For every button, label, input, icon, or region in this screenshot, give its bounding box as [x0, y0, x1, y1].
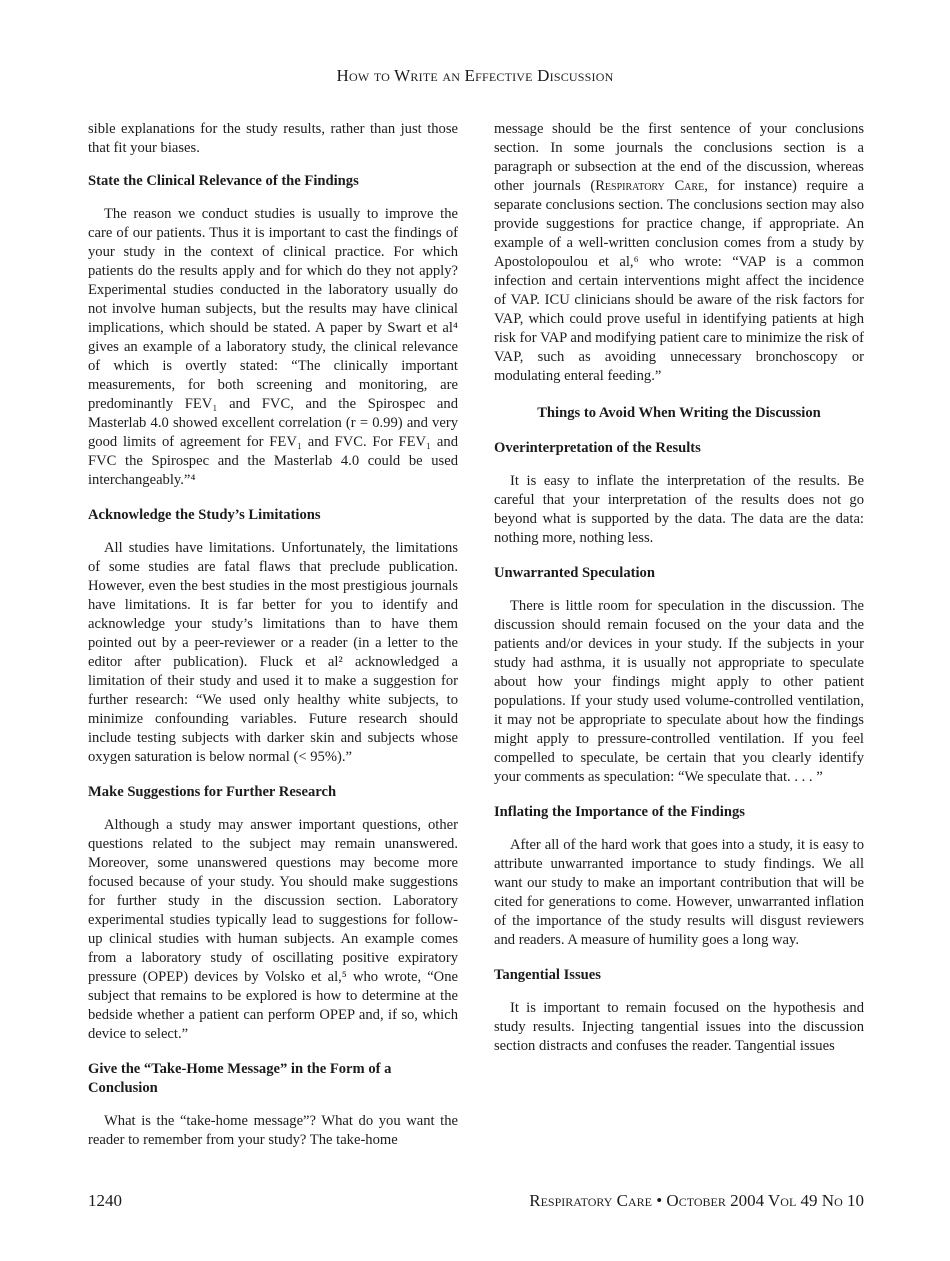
paragraph-inflating-importance: After all of the hard work that goes into a study, it is easy to attribute unwarranted importance to study findings. We all want our study to make an important contribution that will be cited for generations to come. However, unwarranted inflation of the importance of the study results will disgust reviewers and readers. A measure of humility goes a long way.	[494, 837, 864, 948]
heading-take-home: Give the “Take-Home Message” in the Form of a Conclusion	[88, 1061, 392, 1096]
page-number: 1240	[88, 1191, 122, 1210]
heading-speculation: Unwarranted Speculation	[494, 565, 655, 581]
heading-things-to-avoid: Things to Avoid When Writing the Discussion	[537, 405, 821, 421]
heading-limitations: Acknowledge the Study’s Limitations	[88, 507, 321, 523]
heading-clinical-relevance: State the Clinical Relevance of the Findings	[88, 173, 359, 189]
running-head: How to Write an Effective Discussion	[336, 66, 614, 85]
heading-further-research: Make Suggestions for Further Research	[88, 784, 337, 800]
paragraph-tangential-issues: It is important to remain focused on the hypothesis and study results. Injecting tangential issues into the discussion section distracts and confuses the reader. Tangential issues	[494, 1000, 864, 1054]
paragraph-further-research: Although a study may answer important questions, other questions related to the subject may remain unanswered. Moreover, some unanswered questions may become more focused because of your study. You should make suggestions for further study in the discussion section. Laboratory experimental studies typically lead to suggestions for follow-up clinical studies with human subjects. An example comes from a laboratory study of oscillating positive expiratory pressure (OPEP) devices by Volsko et al,⁵ who wrote, “One subject that remains to be explored is how to determine at the bedside whether a patient can perform OPEP and, if so, which device to select.”	[88, 817, 458, 1042]
conclusions-text-part1: message should be the first sentence of your conclusions section. In some journals the conclusions section is a paragraph or subsection at the end of the discussion, whereas other journals (	[494, 121, 864, 194]
paragraph-take-home: What is the “take-home message”? What do you want the reader to remember from your study? The take-home	[88, 1113, 458, 1148]
journal-citation: Respiratory Care • October 2004 Vol 49 No 10	[529, 1191, 864, 1210]
paragraph-limitations: All studies have limitations. Unfortunately, the limitations of some studies are fatal flaws that preclude publication. However, even the best studies in the most prestigious journals have limitations. It is far better for you to identify and acknowledge your study’s limitations than to have them pointed out by a peer-reviewer or a reader (in a letter to the editor after publication). Fluck et al² acknowledged a limitation of their study and used it to make a suggestion for further research: “We used only healthy white subjects, to minimize confounding variables. Future research should include testing subjects with darker skin and subjects whose oxygen saturation is below normal (< 95%).”	[88, 540, 458, 765]
right-column	[494, 120, 864, 1056]
heading-overinterpretation: Overinterpretation of the Results	[494, 440, 701, 456]
heading-tangential-issues: Tangential Issues	[494, 967, 601, 983]
paragraph-clinical-relevance: The reason we conduct studies is usually to improve the care of our patients. Thus it is important to cast the findings of your study in the context of clinical practice. For which patients do the results apply and for which do they not apply? Experimental studies conducted in the laboratory usually do not involve human subjects, but the results may have clinical implications, which should be stated. A paper by Swart et al⁴ gives an example of a laboratory study, the clinical relevance of which is overtly stated: “The clinically important measurements, for both screening and monitoring, are predominantly FEV₁ and FVC, and the Spirospec and Masterlab 4.0 showed excellent correlation (r = 0.99) and very good limits of agreement for FEV₁ and FVC. For FEV₁ and FVC the Spirospec and the Masterlab 4.0 could be used interchangeably.”⁴	[88, 206, 458, 488]
paragraph-speculation: There is little room for speculation in the discussion. The discussion should remain focused on the your data and the patients and/or devices in your study. If the subjects in your study had asthma, it is usually not appropriate to speculate about how your findings might apply to other patient populations. If your study used volume-controlled ventilation, it may not be appropriate to speculate about how the findings might apply to pressure-controlled ventilation. If you feel compelled to speculate, be certain that you clearly identify your comments as speculation: “We speculate that. . . . ”	[494, 598, 864, 785]
left-column	[88, 120, 458, 1150]
paragraph-continued: sible explanations for the study results, rather than just those that fit your biases.	[88, 121, 458, 156]
heading-inflating-importance: Inflating the Importance of the Findings	[494, 804, 745, 820]
journal-name-inline: Respiratory Care	[595, 178, 705, 194]
paragraph-conclusions-continued	[494, 120, 864, 386]
conclusions-text-part2: , for instance) require a separate conclusions section. The conclusions section may also provide suggestions for practice change, if appropriate. An example of a well-written conclusion comes from a study by Apostolopoulou et al,⁶ who wrote: “VAP is a common infection and certain interventions might affect the incidence of VAP. ICU clinicians should be aware of the risk factors for VAP, which could prove useful in identifying patients at high risk for VAP and modifying patient care to minimize the risk of VAP, such as avoiding unnecessary bronchoscopy or modulating enteral feeding.”	[494, 178, 865, 384]
paragraph-overinterpretation: It is easy to inflate the interpretation of the results. Be careful that your interpretation of the results does not go beyond what is supported by the data. The data are the data: nothing more, nothing less.	[494, 473, 864, 546]
